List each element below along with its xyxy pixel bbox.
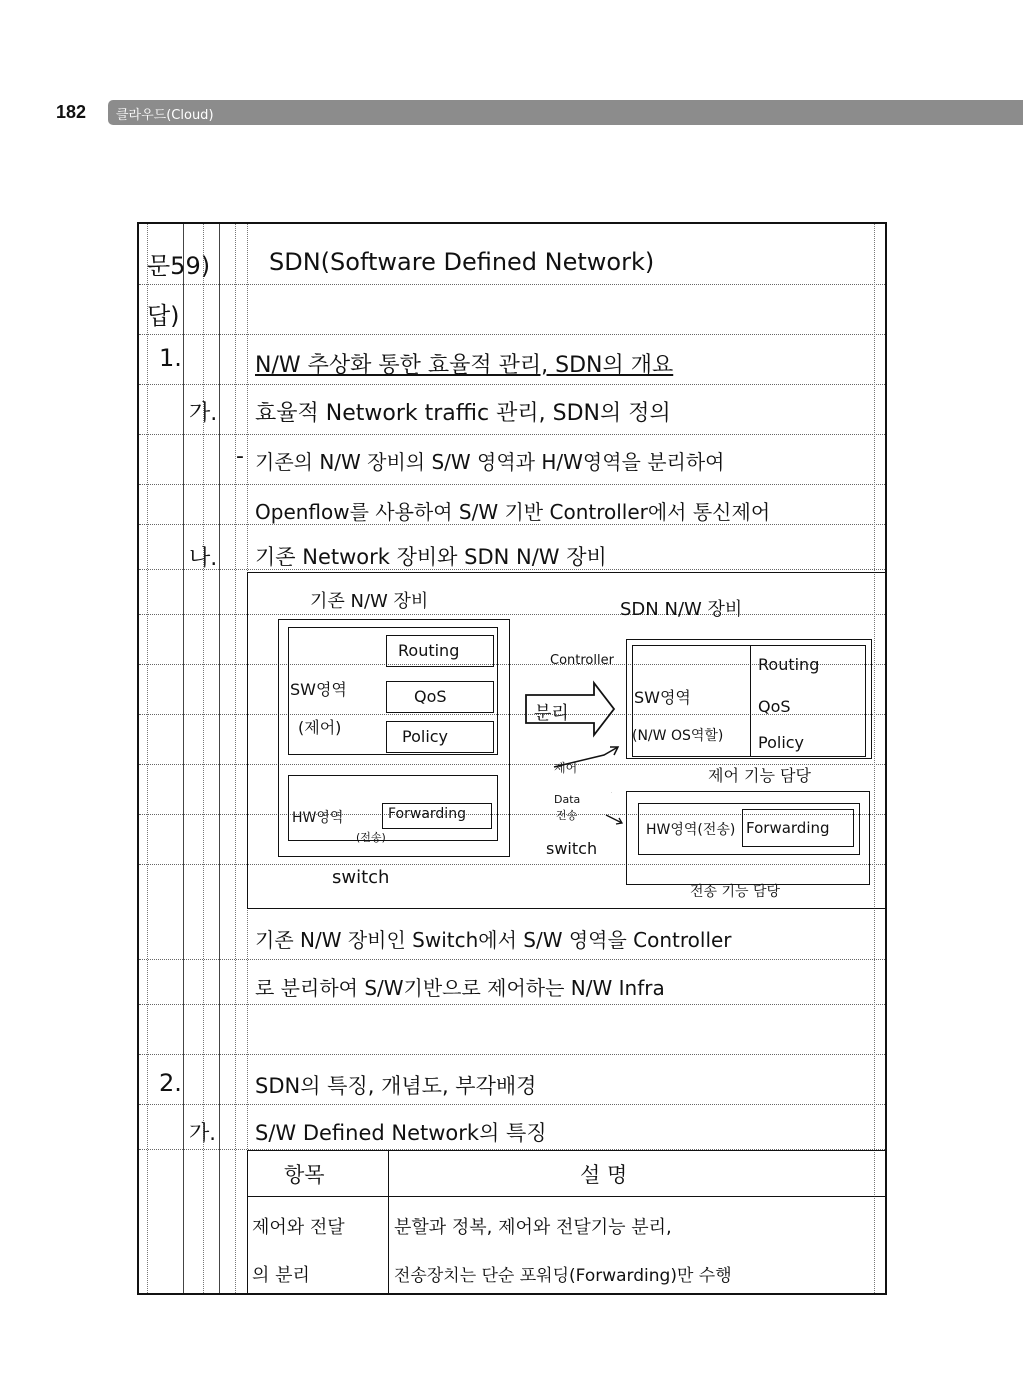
- section2-title: SDN의 특징, 개념도, 부각배경: [255, 1074, 537, 1098]
- definition-line-1: 기존의 N/W 장비의 S/W 영역과 H/W영역을 분리하여: [255, 450, 725, 474]
- bullet-dash: -: [236, 444, 244, 469]
- features-table: [247, 1150, 887, 1295]
- answer-label: 답): [147, 302, 180, 330]
- switch-label: switch: [546, 839, 598, 858]
- sdn-policy: Policy: [758, 733, 805, 752]
- legacy-hw-label: HW영역: [292, 810, 344, 826]
- controller-label: Controller: [550, 653, 614, 668]
- section-title: 클라우드(Cloud): [116, 108, 214, 123]
- table-header-description: 설 명: [580, 1163, 628, 1187]
- sdn-forwarding: Forwarding: [746, 819, 830, 837]
- section1-title: N/W 추상화 통한 효율적 관리, SDN의 개요: [255, 353, 674, 378]
- section1-ga-marker: 가.: [189, 401, 218, 426]
- features-title: S/W Defined Network의 특징: [255, 1121, 547, 1145]
- section2-ga-marker: 가.: [189, 1121, 216, 1145]
- legacy-qos: QoS: [414, 687, 447, 706]
- table-header-item: 항목: [284, 1163, 325, 1187]
- legacy-policy: Policy: [402, 727, 449, 746]
- section2-number: 2.: [159, 1069, 182, 1097]
- comparison-diagram: [247, 572, 887, 909]
- sdn-sw-label: SW영역: [634, 688, 691, 707]
- legacy-switch-label: switch: [332, 867, 390, 888]
- legacy-hw-sub: (전송): [356, 831, 386, 844]
- data-arrow: [604, 813, 626, 827]
- sdn-routing: Routing: [758, 655, 820, 674]
- section-header-bar: [108, 100, 1023, 125]
- data-label: Data: [554, 793, 581, 806]
- definition-line-2: Openflow를 사용하여 S/W 기반 Controller에서 통신제어: [255, 500, 771, 524]
- answer-sheet: [137, 222, 887, 1295]
- legacy-sw-sub: (제어): [298, 718, 342, 737]
- legacy-device-title: 기존 N/W 장비: [310, 591, 429, 612]
- sdn-hw-label: HW영역(전송): [646, 822, 736, 838]
- table-row-item-line-1: 제어와 전달: [252, 1217, 345, 1238]
- legacy-sw-label: SW영역: [290, 680, 347, 699]
- transfer-label: 전송: [556, 809, 578, 822]
- control-role: 제어 기능 담당: [708, 766, 811, 785]
- legacy-routing: Routing: [398, 641, 460, 660]
- legacy-forwarding: Forwarding: [388, 806, 466, 822]
- sdn-sw-sub: (N/W OS역할): [632, 728, 724, 744]
- table-row-item-line-2: 의 분리: [252, 1265, 310, 1286]
- comparison-title: 기존 Network 장비와 SDN N/W 장비: [255, 545, 607, 569]
- section1-na-marker: 나.: [189, 546, 218, 571]
- split-label: 분리: [534, 703, 569, 724]
- question-label: 문59): [147, 252, 211, 280]
- page-number: 182: [56, 102, 87, 122]
- sdn-qos: QoS: [758, 697, 791, 716]
- sdn-device-title: SDN N/W 장비: [620, 599, 743, 620]
- control-label: 제어: [554, 761, 578, 775]
- question-title: SDN(Software Defined Network): [269, 248, 655, 276]
- table-row-desc-line-2: 전송장치는 단순 포워딩(Forwarding)만 수행: [394, 1266, 732, 1286]
- summary-line-1: 기존 N/W 장비인 Switch에서 S/W 영역을 Controller: [255, 928, 732, 952]
- table-row-desc-line-1: 분할과 정복, 제어와 전달기능 분리,: [394, 1217, 672, 1238]
- summary-line-2: 로 분리하여 S/W기반으로 제어하는 N/W Infra: [255, 976, 665, 1000]
- definition-title: 효율적 Network traffic 관리, SDN의 정의: [255, 401, 671, 426]
- section1-number: 1.: [159, 344, 182, 372]
- transfer-role: 전송 기능 담당: [690, 884, 781, 900]
